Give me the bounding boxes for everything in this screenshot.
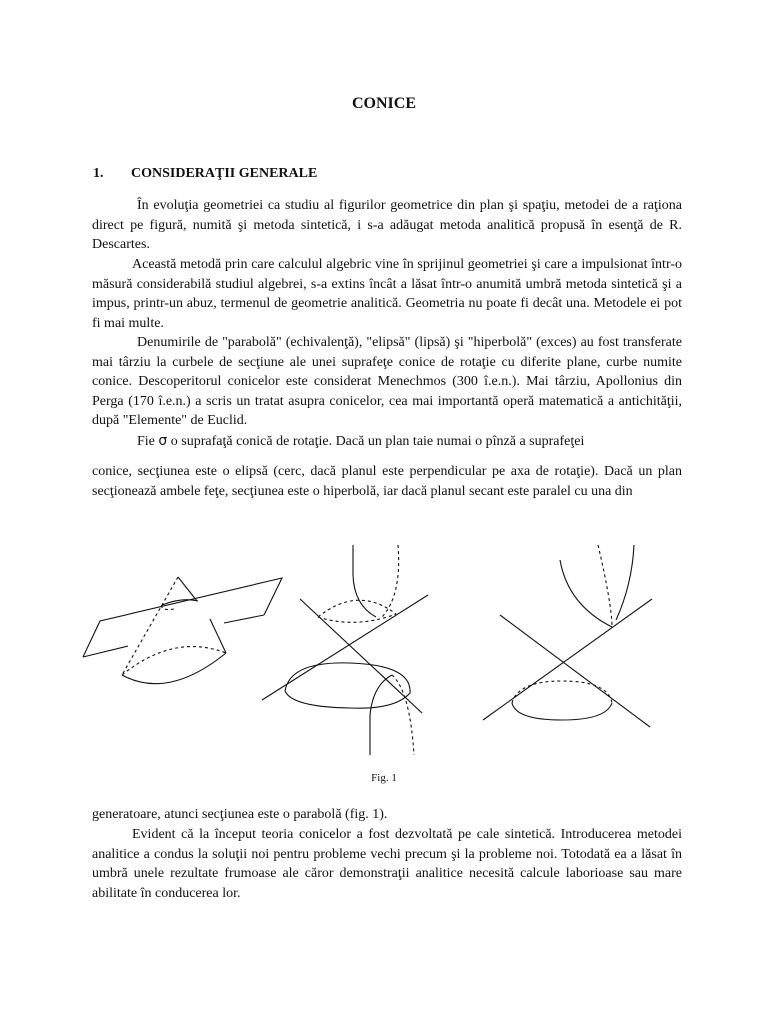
section-heading: [93, 166, 317, 182]
paragraph-6: generatoare, atunci secţiunea este o parabolă (fig. 1).: [92, 807, 388, 822]
section-number: 1.: [93, 166, 104, 181]
cone-right-side-lower: [210, 619, 226, 653]
cone-generator-a: [500, 615, 650, 727]
lower-ellipse: [285, 663, 410, 708]
upper-ellipse-front: [318, 614, 396, 622]
ellipse-section-diagram: [83, 577, 282, 684]
base-ellipse-back: [122, 647, 226, 675]
cone-generator-b: [483, 599, 652, 720]
parabola-section-diagram: [483, 545, 652, 727]
base-ellipse-back: [512, 681, 612, 703]
sigma-symbol: σ: [158, 433, 168, 449]
paragraph-4: [92, 432, 682, 452]
cone-left-side-dashed: [122, 577, 178, 675]
base-ellipse-front: [122, 653, 226, 684]
plane-bottom-edge: [83, 646, 128, 657]
cone-right-side: [178, 577, 197, 601]
hyperbola-section-diagram: [262, 545, 428, 755]
page-title: CONICE: [351, 95, 416, 112]
hyperbola-upper-branch: [353, 545, 376, 617]
plane-bottom-edge-right: [224, 615, 264, 623]
paragraph-2: Această metodă prin care calculul algebric vine în sprijinul geometriei şi care a impulsionat într-o măsură considerabilă studiul algebrei, s-a extins încât a lăsat într-o anumită umbră metoda sintetică şi a impus, printr-un abuz, termenul de geometrie analitică. Geometria nu poate fi decât una. Metodele ei pot fi mai multe.: [92, 257, 682, 331]
hyperbola-lower-branch: [370, 675, 392, 755]
paragraph-7: Evident că la început teoria conicelor a fost dezvoltată pe cale sintetică. Introducerea metodei analitice a condus la soluţii noi pentru probleme vechi precum şi la probleme noi. Totodată ea a lăsat în umbră unele rezultate frumoase ale căror demonstraţii analitice necesită calcule laborioase sau mare abilitate în conducerea lor.: [92, 827, 682, 901]
parabola-curve-dashed: [598, 545, 612, 627]
hyperbola-lower-dashed: [392, 675, 414, 755]
paragraph-4-start: Fie: [137, 434, 155, 449]
parabola-upper-right: [616, 545, 634, 620]
section-title: CONSIDERAŢII GENERALE: [131, 166, 318, 181]
figure-caption: Fig. 1: [371, 772, 397, 784]
hyperbola-upper-dashed: [382, 545, 399, 617]
parabola-curve: [560, 560, 612, 627]
paragraph-5: conice, secţiunea este o elipsă (cerc, dacă planul este perpendicular pe axa de rotaţie). Dacă un plan secţionează ambele feţe, secţiunea este o hiperbolă, iar dacă planul secant este paralel cu una din: [92, 464, 682, 499]
base-ellipse-front: [512, 703, 612, 720]
figure-conic-sections: [0, 535, 768, 765]
paragraph-1: În evoluţia geometriei ca studiu al figurilor geometrice din plan şi spaţiu, metodei de a raţiona direct pe figură, numită şi metoda sintetică, i s-a adăugat metoda analitică propusă în esenţă de R. Descartes.: [92, 198, 682, 252]
paragraph-3: Denumirile de "parabolă" (echivalenţă), "elipsă" (lipsă) şi "hiperbolă" (exces) au fost transferate mai târziu la curbele de secţiune ale unei suprafeţe conice de rotaţie cu diferite plane, curbe numite conice. Descoperitorul conicelor este considerat Menechmos (300 î.e.n.). Mai târziu, Apollonius din Perga (170 î.e.n.) a scris un tratat asupra conicelor, cea mai importantă operă matematică a antichităţii, după "Elemente" de Euclid.: [92, 335, 682, 428]
paragraph-4-rest: o suprafaţă conică de rotaţie. Dacă un plan taie numai o pînză a suprafeţei: [170, 434, 585, 449]
